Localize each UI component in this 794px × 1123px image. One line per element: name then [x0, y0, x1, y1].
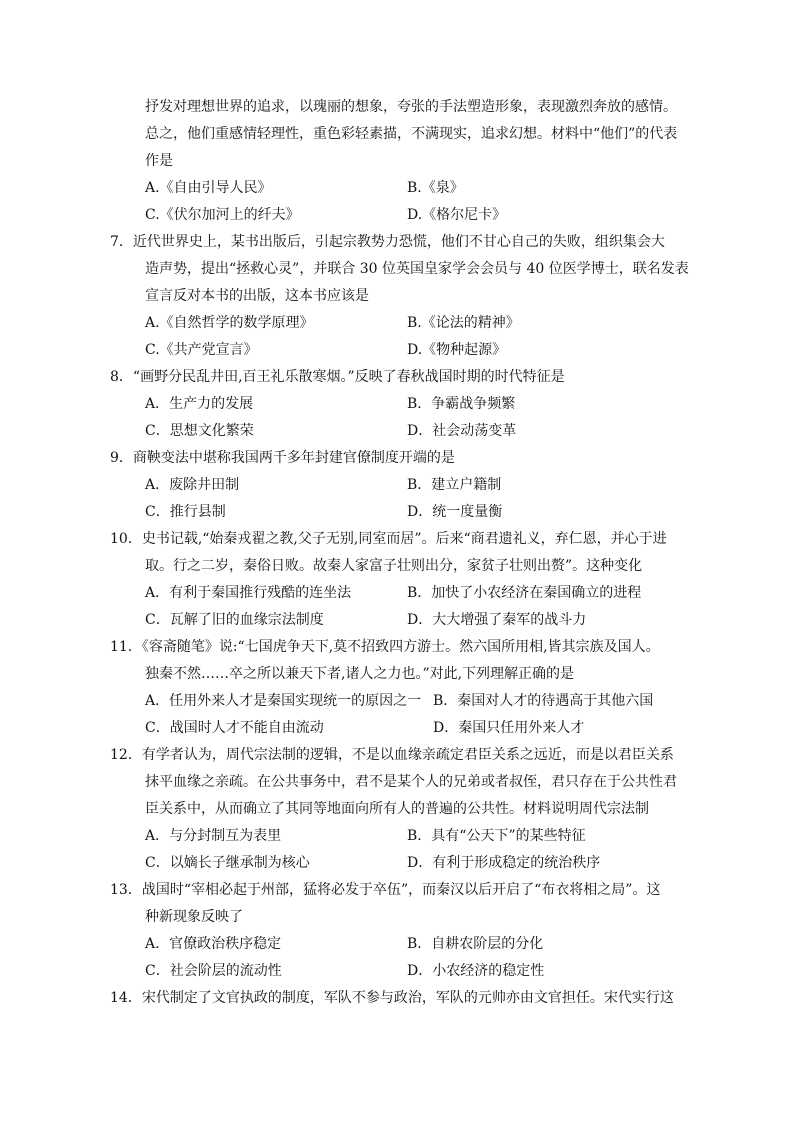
options-row — [110, 688, 690, 715]
question-number: 9． — [110, 450, 133, 466]
question-8 — [110, 364, 690, 445]
question-number: 8． — [110, 369, 133, 385]
question-stem-text: 近代世界史上，某书出版后，引起宗教势力恐慌，他们不甘心自己的失败，组织集会大 — [132, 234, 665, 250]
option-c: C．以嫡长子继承制为核心 — [145, 855, 310, 871]
question-stem-line: 独秦不然……卒之所以兼天下者,诸人之力也。”对此,下列理解正确的是 — [145, 666, 575, 682]
question-number: 7． — [110, 234, 133, 250]
question-number: 12． — [110, 747, 142, 763]
options-row — [110, 823, 690, 850]
question-stem-line: 抒发对理想世界的追求，以瑰丽的想象，夸张的手法塑造形象，表现激烈奔放的感情。 — [145, 99, 677, 115]
options-row — [110, 175, 690, 202]
option-c: C．推行县制 — [145, 504, 226, 520]
options-row — [110, 418, 690, 445]
question-14 — [110, 985, 690, 1012]
question-stem-line: 种新现象反映了 — [145, 909, 243, 925]
question-12 — [110, 742, 690, 877]
option-a: A.《自然哲学的数学原理》 — [145, 315, 314, 331]
option-d: D.《格尔尼卡》 — [407, 207, 507, 223]
option-a: A．有利于秦国推行残酷的连坐法 — [145, 585, 352, 601]
question-stem-line: 总之，他们重感情轻理性，重色彩轻素描，不满现实，追求幻想。材料中“他们”的代表 — [145, 126, 678, 142]
question-9 — [110, 445, 690, 526]
option-a: A．与分封制互为表里 — [145, 828, 282, 844]
option-c: C．思想文化繁荣 — [145, 423, 254, 439]
option-c: C.《伏尔加河上的纤夫》 — [145, 207, 300, 223]
question-stem-line — [110, 364, 690, 391]
option-d: D．秦国只任用外来人才 — [433, 720, 585, 736]
option-b: B．具有“公天下”的某些特征 — [407, 828, 586, 844]
question-11 — [110, 634, 690, 742]
question-stem-line — [110, 742, 690, 769]
question-stem-line: 臣关系中，从而确立了其同等地面向所有人的普遍的公共性。材料说明周代宗法制 — [145, 801, 649, 817]
option-b: B．建立户籍制 — [407, 477, 502, 493]
options-row — [110, 850, 690, 877]
question-6-continuation — [110, 94, 690, 229]
options-row — [110, 472, 690, 499]
option-b: B．秦国对人才的待遇高于其他六国 — [433, 693, 654, 709]
question-stem-text: 宋代制定了文官执政的制度，军队不参与政治，军队的元帅亦由文官担任。宋代实行这 — [141, 990, 674, 1006]
question-stem-text: 商鞅变法中堪称我国两千多年封建官僚制度开端的是 — [132, 450, 455, 466]
option-a: A．官僚政治秩序稳定 — [145, 936, 282, 952]
question-stem-line: 造声势，提出“拯救心灵”，并联合 30 位英国皇家学会会员与 40 位医学博士，联名发表 — [145, 261, 689, 277]
question-number: 14． — [110, 990, 142, 1006]
option-c: C．瓦解了旧的血缘宗法制度 — [145, 612, 324, 628]
options-row — [110, 391, 690, 418]
question-stem-line: 宣言反对本书的出版，这本书应该是 — [145, 288, 369, 304]
option-c: C．社会阶层的流动性 — [145, 963, 282, 979]
option-c: C.《共产党宣言》 — [145, 342, 258, 358]
question-number: 11． — [110, 639, 142, 655]
option-d: D．有利于形成稳定的统治秩序 — [407, 855, 601, 871]
option-c: C．战国时人才不能自由流动 — [145, 720, 324, 736]
question-stem-text: “画野分民乱井田,百王礼乐散寒烟。”反映了春秋战国时期的时代特征是 — [132, 369, 565, 385]
question-stem-line — [110, 985, 690, 1012]
options-row — [110, 580, 690, 607]
question-stem-line: 抹平血缘之亲疏。在公共事务中，君不是某个人的兄弟或者叔侄，君只存在于公共性君 — [145, 774, 677, 790]
question-stem-line: 作是 — [145, 153, 173, 169]
options-row — [110, 499, 690, 526]
question-stem-line: 取。行之二岁，秦俗日败。故秦人家富子壮则出分，家贫子壮则出赘”。这种变化 — [145, 558, 643, 574]
question-stem-text: 有学者认为，周代宗法制的逻辑，不是以血缘亲疏定君臣关系之远近，而是以君臣关系 — [141, 747, 674, 763]
options-row — [110, 337, 690, 364]
option-a: A．任用外来人才是秦国实现统一的原因之一 — [145, 693, 422, 709]
option-b: B.《泉》 — [407, 180, 464, 196]
question-stem-text: 《容斋随笔》说:“七国虎争天下,莫不招致四方游士。然六国所用相,皆其宗族及国人。 — [141, 639, 660, 655]
option-d: D.《物种起源》 — [407, 342, 507, 358]
options-row — [110, 310, 690, 337]
option-a: A.《自由引导人民》 — [145, 180, 272, 196]
option-d: D．统一度量衡 — [407, 504, 503, 520]
option-d: D．社会动荡变革 — [407, 423, 517, 439]
question-number: 10． — [110, 531, 142, 547]
question-10 — [110, 526, 690, 634]
options-row — [110, 607, 690, 634]
question-stem-line — [110, 634, 690, 661]
question-list — [110, 94, 690, 1012]
option-a: A．生产力的发展 — [145, 396, 254, 412]
question-stem-text: 战国时“宰相必起于州部，猛将必发于卒伍”，而秦汉以后开启了“布衣将相之局”。这 — [141, 882, 661, 898]
question-stem-line — [110, 526, 690, 553]
option-b: B．争霸战争频繁 — [407, 396, 516, 412]
option-a: A．废除井田制 — [145, 477, 240, 493]
question-13 — [110, 877, 690, 985]
option-b: B．加快了小农经济在秦国确立的进程 — [407, 585, 642, 601]
option-b: B．自耕农阶层的分化 — [407, 936, 544, 952]
question-stem-line — [110, 229, 690, 256]
question-stem-line — [110, 877, 690, 904]
question-stem-text: 史书记载,“始秦戎翟之教,父子无别,同室而居”。后来“商君遗礼义，弃仁恩，并心于进 — [141, 531, 667, 547]
options-row — [110, 931, 690, 958]
option-d: D．大大增强了秦军的战斗力 — [407, 612, 587, 628]
option-d: D．小农经济的稳定性 — [407, 963, 545, 979]
option-b: B.《论法的精神》 — [407, 315, 520, 331]
options-row — [110, 715, 690, 742]
question-7 — [110, 229, 690, 364]
options-row — [110, 202, 690, 229]
options-row — [110, 958, 690, 985]
question-number: 13． — [110, 882, 142, 898]
question-stem-line — [110, 445, 690, 472]
